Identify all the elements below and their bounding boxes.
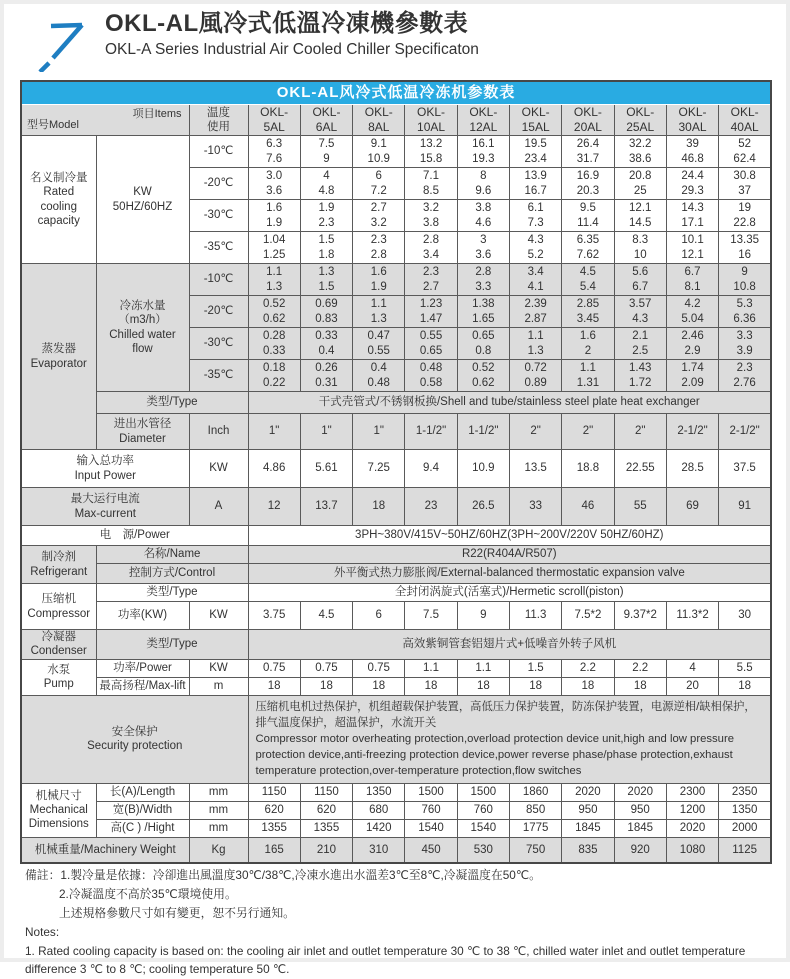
value-cell: 22.55 <box>614 450 666 488</box>
row-max-current <box>21 488 771 526</box>
row-dim-width <box>21 801 771 819</box>
model-header-cell: OKL- 25AL <box>614 105 666 136</box>
value-cell: 1540 <box>405 819 457 837</box>
value-cell: 7.1 8.5 <box>405 168 457 200</box>
value-cell: 1080 <box>666 837 718 863</box>
value-cell: 680 <box>353 801 405 819</box>
row-dim-height <box>21 819 771 837</box>
input-power-unit: KW <box>189 450 248 488</box>
row-compressor-type <box>21 584 771 602</box>
value-cell: 1.5 1.8 <box>300 232 352 264</box>
value-cell: 4.3 5.2 <box>509 232 561 264</box>
value-cell: 24.4 29.3 <box>666 168 718 200</box>
condenser-type-label: 类型/Type <box>96 630 248 660</box>
page-title-en: OKL-A Series Industrial Air Cooled Chiller Specificaton <box>105 41 479 59</box>
value-cell: 9.37*2 <box>614 602 666 630</box>
value-cell: 1.1 1.31 <box>562 360 614 392</box>
condenser-section-label: 冷凝器 Condenser <box>21 630 96 660</box>
value-cell: 4.2 5.04 <box>666 296 718 328</box>
value-cell: 9.4 <box>405 450 457 488</box>
value-cell: 1.23 1.47 <box>405 296 457 328</box>
value-cell: 9.1 10.9 <box>353 136 405 168</box>
value-cell: 310 <box>353 837 405 863</box>
dim-width-unit: mm <box>189 801 248 819</box>
value-cell: 1350 <box>719 801 771 819</box>
value-cell: 1150 <box>248 783 300 801</box>
value-cell: 18 <box>405 677 457 695</box>
value-cell: 0.33 0.4 <box>300 328 352 360</box>
value-cell: 2020 <box>666 819 718 837</box>
value-cell: 12.1 14.5 <box>614 200 666 232</box>
value-cell: 2020 <box>614 783 666 801</box>
value-cell: 6.7 8.1 <box>666 264 718 296</box>
page-header <box>35 10 479 72</box>
value-cell: 165 <box>248 837 300 863</box>
value-cell: 0.18 0.22 <box>248 360 300 392</box>
compressor-power-unit: KW <box>189 602 248 630</box>
temp-label: -35℃ <box>189 360 248 392</box>
compressor-section-label: 压缩机 Compressor <box>21 584 96 630</box>
temp-label: -30℃ <box>189 200 248 232</box>
value-cell: 7.5 <box>405 602 457 630</box>
note-en-header: Notes: <box>25 923 770 942</box>
value-cell: 1500 <box>457 783 509 801</box>
value-cell: 19 22.8 <box>719 200 771 232</box>
value-cell: 7.5*2 <box>562 602 614 630</box>
value-cell: 6 7.2 <box>353 168 405 200</box>
value-cell: 1.9 2.3 <box>300 200 352 232</box>
value-cell: 3.57 4.3 <box>614 296 666 328</box>
value-cell: 2350 <box>719 783 771 801</box>
value-cell: 1.6 1.9 <box>248 200 300 232</box>
value-cell: 19.5 23.4 <box>509 136 561 168</box>
value-cell: 13.5 <box>509 450 561 488</box>
value-cell: 5.6 6.7 <box>614 264 666 296</box>
value-cell: 0.69 0.83 <box>300 296 352 328</box>
value-cell: 2.8 3.4 <box>405 232 457 264</box>
row-refrigerant-name <box>21 546 771 564</box>
value-cell: 1.43 1.72 <box>614 360 666 392</box>
table-banner-title: OKL-AL风冷式低温冷冻机参数表 <box>21 81 771 105</box>
row-dim-length <box>21 783 771 801</box>
pump-power-label: 功率/Power <box>96 659 189 677</box>
value-cell: 2.39 2.87 <box>509 296 561 328</box>
value-cell: 1845 <box>562 819 614 837</box>
value-cell: 5.61 <box>300 450 352 488</box>
value-cell: 2-1/2" <box>666 414 718 450</box>
value-cell: 620 <box>248 801 300 819</box>
evaporator-section-label: 蒸发器 Evaporator <box>21 264 96 450</box>
value-cell: 1.04 1.25 <box>248 232 300 264</box>
value-cell: 2.46 2.9 <box>666 328 718 360</box>
temp-label: -35℃ <box>189 232 248 264</box>
up-right-arrow-icon <box>35 16 91 72</box>
evaporator-type-value: 干式壳管式/不锈钢板换/Shell and tube/stainless steel plate heat exchanger <box>248 392 771 414</box>
dim-height-unit: mm <box>189 819 248 837</box>
value-cell: 18 <box>614 677 666 695</box>
value-cell: 1125 <box>719 837 771 863</box>
title-block <box>105 10 479 59</box>
value-cell: 0.48 0.58 <box>405 360 457 392</box>
value-cell: 1540 <box>457 819 509 837</box>
value-cell: 16.1 19.3 <box>457 136 509 168</box>
value-cell: 28.5 <box>666 450 718 488</box>
refrigerant-name-label: 名称/Name <box>96 546 248 564</box>
value-cell: 1.1 <box>457 659 509 677</box>
value-cell: 6 <box>353 602 405 630</box>
dim-width-label: 宽(B)/Width <box>96 801 189 819</box>
value-cell: 760 <box>457 801 509 819</box>
value-cell: 4 <box>666 659 718 677</box>
value-cell: 9 <box>457 602 509 630</box>
value-cell: 2.3 2.7 <box>405 264 457 296</box>
value-cell: 1" <box>300 414 352 450</box>
security-text-en: Compressor motor overheating protection,overload protection device unit,high and low pressure protection device,anti-freezing protection device,power reverse phase/phase protection,exhaust temperature protection,over-temperature protection,flow switches <box>256 731 764 779</box>
value-cell: 3 3.6 <box>457 232 509 264</box>
value-cell: 69 <box>666 488 718 526</box>
pump-lift-unit: m <box>189 677 248 695</box>
value-cell: 2.7 3.2 <box>353 200 405 232</box>
note-cn-1: 備註：1.製冷量是依據：冷卻進出風溫度30℃/38℃,冷凍水進出水溫差3℃至8℃,冷凝溫度在50℃。 <box>25 866 770 885</box>
value-cell: 2" <box>562 414 614 450</box>
value-cell: 1.6 2 <box>562 328 614 360</box>
row-input-power <box>21 450 771 488</box>
model-header-cell: OKL- 8AL <box>353 105 405 136</box>
refrigerant-control-label: 控制方式/Control <box>96 564 248 584</box>
weight-label: 机械重量/Machinery Weight <box>21 837 189 863</box>
row-flow-minus10 <box>21 264 771 296</box>
value-cell: 13.2 15.8 <box>405 136 457 168</box>
flow-label: 冷冻水量（m3/h） Chilled water flow <box>96 264 189 392</box>
value-cell: 18 <box>457 677 509 695</box>
value-cell: 760 <box>405 801 457 819</box>
value-cell: 1.3 1.5 <box>300 264 352 296</box>
power-supply-value: 3PH~380V/415V~50HZ/60HZ(3PH~200V/220V 50HZ/60HZ) <box>248 526 771 546</box>
value-cell: 0.72 0.89 <box>509 360 561 392</box>
dimensions-section-label: 机械尺寸 Mechanical Dimensions <box>21 783 96 837</box>
value-cell: 2.8 3.3 <box>457 264 509 296</box>
value-cell: 2.1 2.5 <box>614 328 666 360</box>
value-cell: 5.3 6.36 <box>719 296 771 328</box>
value-cell: 2.2 <box>562 659 614 677</box>
value-cell: 0.47 0.55 <box>353 328 405 360</box>
value-cell: 26.5 <box>457 488 509 526</box>
corner-items-label: 项目Items <box>133 108 182 122</box>
value-cell: 210 <box>300 837 352 863</box>
value-cell: 13.9 16.7 <box>509 168 561 200</box>
row-condenser <box>21 630 771 660</box>
temp-label: -10℃ <box>189 264 248 296</box>
value-cell: 10.9 <box>457 450 509 488</box>
value-cell: 950 <box>614 801 666 819</box>
value-cell: 8 9.6 <box>457 168 509 200</box>
row-weight <box>21 837 771 863</box>
value-cell: 2.2 <box>614 659 666 677</box>
value-cell: 2" <box>509 414 561 450</box>
value-cell: 11.3 <box>509 602 561 630</box>
value-cell: 6.3 7.6 <box>248 136 300 168</box>
value-cell: 620 <box>300 801 352 819</box>
value-cell: 4.5 5.4 <box>562 264 614 296</box>
value-cell: 2.85 3.45 <box>562 296 614 328</box>
weight-unit: Kg <box>189 837 248 863</box>
value-cell: 14.3 17.1 <box>666 200 718 232</box>
value-cell: 30.8 37 <box>719 168 771 200</box>
value-cell: 2.3 2.8 <box>353 232 405 264</box>
value-cell: 0.52 0.62 <box>248 296 300 328</box>
temp-label: -30℃ <box>189 328 248 360</box>
row-cooling-minus10 <box>21 136 771 168</box>
value-cell: 0.75 <box>353 659 405 677</box>
dim-length-label: 长(A)/Length <box>96 783 189 801</box>
value-cell: 1200 <box>666 801 718 819</box>
value-cell: 1355 <box>300 819 352 837</box>
value-cell: 18 <box>719 677 771 695</box>
value-cell: 4 4.8 <box>300 168 352 200</box>
value-cell: 20.8 25 <box>614 168 666 200</box>
value-cell: 11.3*2 <box>666 602 718 630</box>
note-en-1: 1. Rated cooling capacity is based on: the cooling air inlet and outlet temperature 30 ℃ to 38 ℃, chilled water inlet and outlet temperature difference 3 ℃ to 8 ℃; cooling temperature 50 ℃. <box>25 942 770 979</box>
security-section-label: 安全保护 Security protection <box>21 695 248 783</box>
security-text-cn: 压缩机电机过热保护，机组超载保护装置，高低压力保护装置，防冻保护装置，电源逆相/缺相保护，排气温度保护，超温保护，水流开关 <box>256 699 764 731</box>
value-cell: 3.8 4.6 <box>457 200 509 232</box>
value-cell: 18 <box>353 677 405 695</box>
value-cell: 9.5 11.4 <box>562 200 614 232</box>
note-cn-2: 2.冷凝溫度不高於35℃環境使用。 <box>25 885 770 904</box>
value-cell: 33 <box>509 488 561 526</box>
value-cell: 0.75 <box>248 659 300 677</box>
value-cell: 1-1/2" <box>405 414 457 450</box>
notes-block <box>25 866 770 979</box>
temp-header-cell: 温度 使用 <box>189 105 248 136</box>
value-cell: 3.3 3.9 <box>719 328 771 360</box>
value-cell: 1" <box>248 414 300 450</box>
model-header-cell: OKL- 30AL <box>666 105 718 136</box>
value-cell: 9 10.8 <box>719 264 771 296</box>
row-power-supply <box>21 526 771 546</box>
value-cell: 18 <box>300 677 352 695</box>
value-cell: 0.4 0.48 <box>353 360 405 392</box>
pump-power-unit: KW <box>189 659 248 677</box>
value-cell: 1420 <box>353 819 405 837</box>
value-cell: 0.26 0.31 <box>300 360 352 392</box>
value-cell: 3.75 <box>248 602 300 630</box>
table-header-row <box>21 105 771 136</box>
value-cell: 3.0 3.6 <box>248 168 300 200</box>
value-cell: 91 <box>719 488 771 526</box>
security-text-cell <box>248 695 771 783</box>
value-cell: 12 <box>248 488 300 526</box>
spec-table <box>20 80 772 864</box>
value-cell: 4.5 <box>300 602 352 630</box>
temp-label: -20℃ <box>189 296 248 328</box>
refrigerant-name-value: R22(R404A/R507) <box>248 546 771 564</box>
input-power-label: 输入总功率 Input Power <box>21 450 189 488</box>
value-cell: 18 <box>509 677 561 695</box>
value-cell: 52 62.4 <box>719 136 771 168</box>
value-cell: 0.28 0.33 <box>248 328 300 360</box>
value-cell: 1150 <box>300 783 352 801</box>
page-title-cn: OKL-AL風冷式低溫冷凍機參數表 <box>105 10 479 39</box>
value-cell: 13.35 16 <box>719 232 771 264</box>
value-cell: 18 <box>248 677 300 695</box>
value-cell: 1775 <box>509 819 561 837</box>
value-cell: 10.1 12.1 <box>666 232 718 264</box>
value-cell: 1.5 <box>509 659 561 677</box>
dim-height-label: 高(C ) /Hight <box>96 819 189 837</box>
temp-label: -10℃ <box>189 136 248 168</box>
value-cell: 2-1/2" <box>719 414 771 450</box>
power-supply-label: 电 源/Power <box>21 526 248 546</box>
condenser-type-value: 高效紫铜管套铝翅片式+低噪音外转子风机 <box>248 630 771 660</box>
row-pump-lift <box>21 677 771 695</box>
value-cell: 1.6 1.9 <box>353 264 405 296</box>
corner-model-label: 型号Model <box>27 119 79 133</box>
value-cell: 30 <box>719 602 771 630</box>
compressor-type-label: 类型/Type <box>96 584 248 602</box>
value-cell: 1.38 1.65 <box>457 296 509 328</box>
value-cell: 6.1 7.3 <box>509 200 561 232</box>
value-cell: 0.55 0.65 <box>405 328 457 360</box>
value-cell: 0.75 <box>300 659 352 677</box>
refrigerant-control-value: 外平衡式热力膨胀阀/External-balanced thermostatic expansion valve <box>248 564 771 584</box>
value-cell: 950 <box>562 801 614 819</box>
value-cell: 6.35 7.62 <box>562 232 614 264</box>
value-cell: 1-1/2" <box>457 414 509 450</box>
value-cell: 850 <box>509 801 561 819</box>
value-cell: 1500 <box>405 783 457 801</box>
temp-label: -20℃ <box>189 168 248 200</box>
value-cell: 1860 <box>509 783 561 801</box>
row-pump-power <box>21 659 771 677</box>
value-cell: 750 <box>509 837 561 863</box>
value-cell: 1.1 1.3 <box>248 264 300 296</box>
max-current-label: 最大运行电流 Max-current <box>21 488 189 526</box>
value-cell: 0.52 0.62 <box>457 360 509 392</box>
max-current-unit: A <box>189 488 248 526</box>
value-cell: 46 <box>562 488 614 526</box>
row-security <box>21 695 771 783</box>
table-banner-row <box>21 81 771 105</box>
value-cell: 20 <box>666 677 718 695</box>
value-cell: 450 <box>405 837 457 863</box>
value-cell: 3.2 3.8 <box>405 200 457 232</box>
value-cell: 1.1 1.3 <box>509 328 561 360</box>
value-cell: 13.7 <box>300 488 352 526</box>
value-cell: 0.65 0.8 <box>457 328 509 360</box>
value-cell: 2.3 2.76 <box>719 360 771 392</box>
model-header-cell: OKL- 5AL <box>248 105 300 136</box>
pump-section-label: 水泵 Pump <box>21 659 96 695</box>
value-cell: 530 <box>457 837 509 863</box>
value-cell: 1.1 <box>405 659 457 677</box>
value-cell: 3.4 4.1 <box>509 264 561 296</box>
value-cell: 1350 <box>353 783 405 801</box>
value-cell: 18 <box>562 677 614 695</box>
value-cell: 1" <box>353 414 405 450</box>
row-diameter <box>21 414 771 450</box>
value-cell: 1355 <box>248 819 300 837</box>
compressor-power-label: 功率(KW) <box>96 602 189 630</box>
corner-diagonal-cell <box>21 105 189 136</box>
value-cell: 39 46.8 <box>666 136 718 168</box>
model-header-cell: OKL- 12AL <box>457 105 509 136</box>
value-cell: 2000 <box>719 819 771 837</box>
diameter-unit: Inch <box>189 414 248 450</box>
value-cell: 5.5 <box>719 659 771 677</box>
value-cell: 920 <box>614 837 666 863</box>
row-compressor-power <box>21 602 771 630</box>
model-header-cell: OKL- 6AL <box>300 105 352 136</box>
value-cell: 18.8 <box>562 450 614 488</box>
value-cell: 2300 <box>666 783 718 801</box>
dim-length-unit: mm <box>189 783 248 801</box>
value-cell: 4.86 <box>248 450 300 488</box>
cooling-section-label: 名义制冷量 Rated cooling capacity <box>21 136 96 264</box>
model-header-cell: OKL- 40AL <box>719 105 771 136</box>
value-cell: 7.25 <box>353 450 405 488</box>
cooling-unit-label: KW 50HZ/60HZ <box>96 136 189 264</box>
value-cell: 2" <box>614 414 666 450</box>
model-header-cell: OKL- 20AL <box>562 105 614 136</box>
model-header-cell: OKL- 15AL <box>509 105 561 136</box>
value-cell: 32.2 38.6 <box>614 136 666 168</box>
evaporator-type-label: 类型/Type <box>96 392 248 414</box>
value-cell: 23 <box>405 488 457 526</box>
value-cell: 26.4 31.7 <box>562 136 614 168</box>
row-evaporator-type <box>21 392 771 414</box>
value-cell: 18 <box>353 488 405 526</box>
value-cell: 2020 <box>562 783 614 801</box>
refrigerant-section-label: 制冷剂 Refrigerant <box>21 546 96 584</box>
value-cell: 1.1 1.3 <box>353 296 405 328</box>
value-cell: 7.5 9 <box>300 136 352 168</box>
note-cn-3: 上述規格參數尺寸如有變更，恕不另行通知。 <box>25 904 770 923</box>
row-refrigerant-control <box>21 564 771 584</box>
value-cell: 37.5 <box>719 450 771 488</box>
model-header-cell: OKL- 10AL <box>405 105 457 136</box>
value-cell: 835 <box>562 837 614 863</box>
value-cell: 1.74 2.09 <box>666 360 718 392</box>
value-cell: 55 <box>614 488 666 526</box>
value-cell: 16.9 20.3 <box>562 168 614 200</box>
value-cell: 8.3 10 <box>614 232 666 264</box>
diameter-label: 进出水管径 Diameter <box>96 414 189 450</box>
value-cell: 1845 <box>614 819 666 837</box>
pump-lift-label: 最高扬程/Max-lift <box>96 677 189 695</box>
compressor-type-value: 全封闭涡旋式(活塞式)/Hermetic scroll(piston) <box>248 584 771 602</box>
